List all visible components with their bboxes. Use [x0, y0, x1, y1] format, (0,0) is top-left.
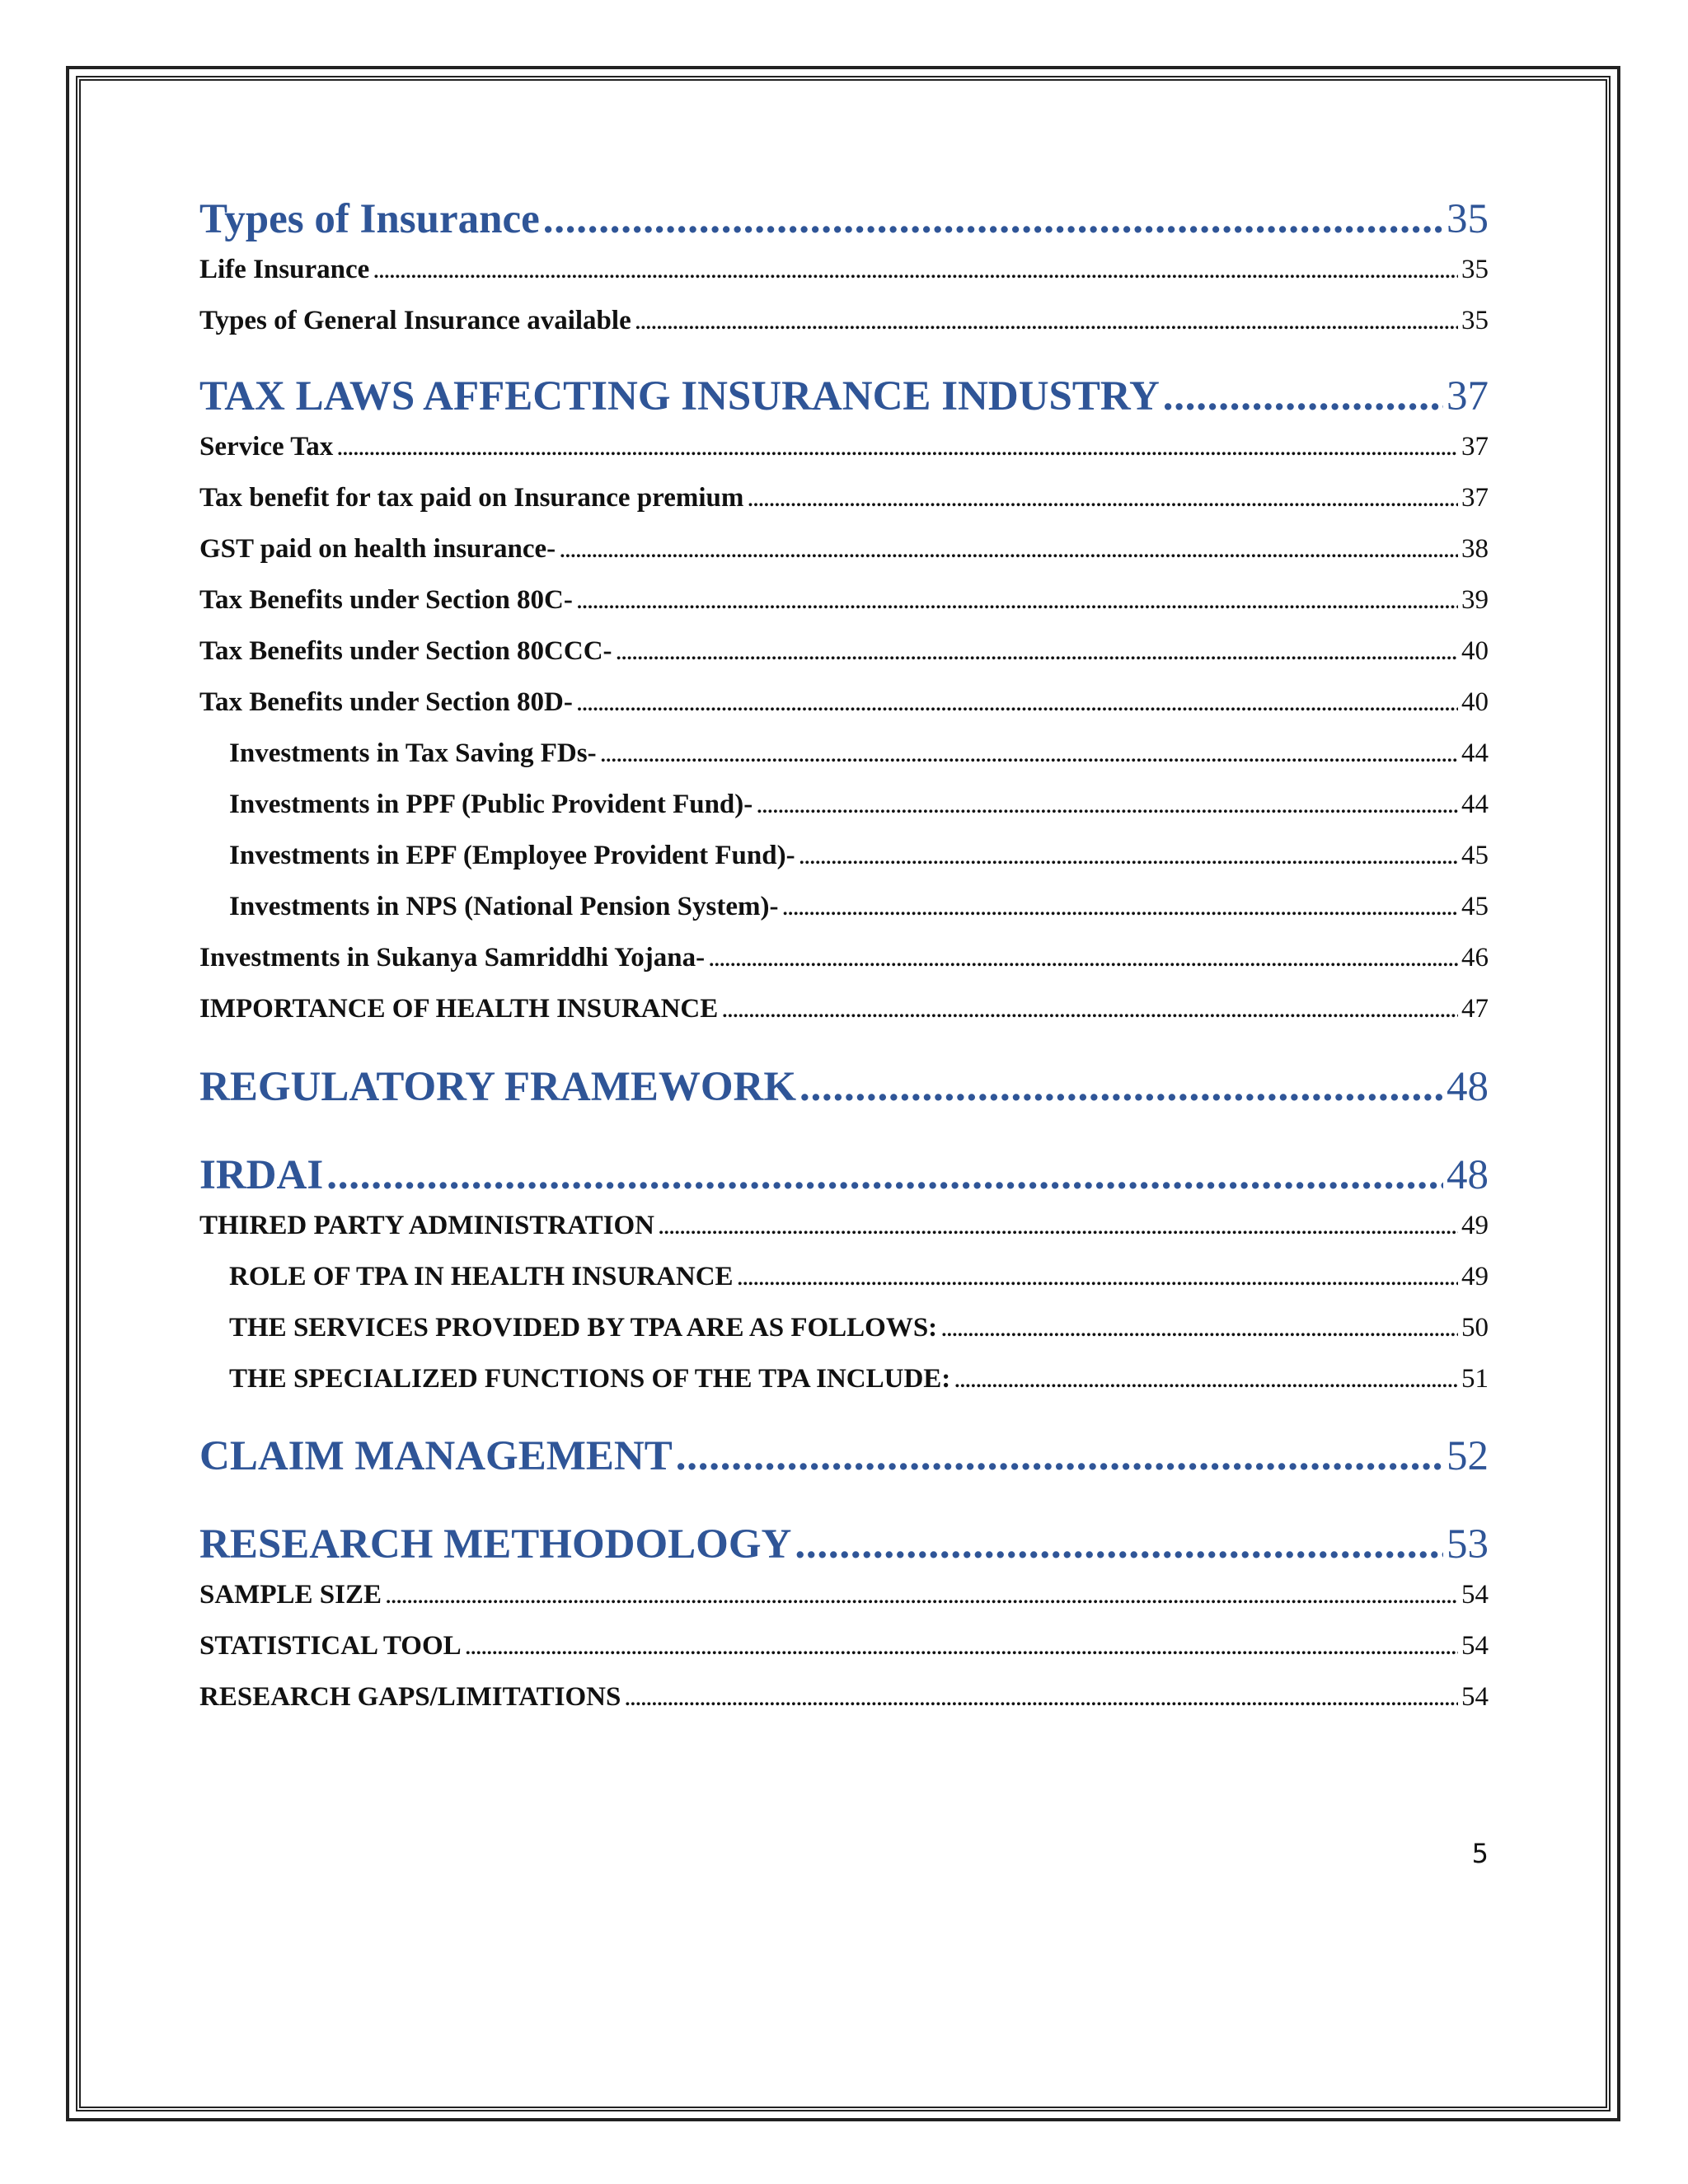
toc-entry-section-80d[interactable]	[199, 687, 1489, 718]
toc-entry-page: 54	[1461, 1682, 1489, 1712]
toc-entry-title: REGULATORY FRAMEWORK	[199, 1064, 797, 1110]
toc-entry-third-party-admin[interactable]	[199, 1211, 1489, 1241]
toc-entry-tax-saving-fds[interactable]	[229, 738, 1489, 769]
dot-leader	[559, 534, 1458, 565]
toc-entry-page: 40	[1461, 636, 1489, 666]
toc-entry-title: Investments in PPF (Public Provident Fund)-	[229, 790, 753, 819]
toc-entry-page: 38	[1461, 534, 1489, 564]
toc-entry-title: IMPORTANCE OF HEALTH INSURANCE	[199, 994, 719, 1024]
toc-entry-page: 46	[1461, 943, 1489, 972]
toc-entry-section-80ccc[interactable]	[199, 636, 1489, 667]
dot-leader	[795, 1521, 1443, 1568]
toc-entry-title: Types of General Insurance available	[199, 306, 631, 335]
dot-leader	[940, 1313, 1458, 1343]
toc-entry-title: Types of Insurance	[199, 196, 540, 242]
toc-entry-title: Tax benefit for tax paid on Insurance premium	[199, 483, 744, 513]
toc-entry-page: 49	[1461, 1262, 1489, 1291]
toc-entry-research-gaps[interactable]	[199, 1682, 1489, 1713]
toc-entry-regulatory-framework[interactable]	[199, 1063, 1489, 1111]
toc-entry-page: 44	[1461, 738, 1489, 768]
dot-leader	[799, 841, 1458, 871]
dot-leader	[721, 994, 1458, 1024]
toc-entry-sukanya[interactable]	[199, 943, 1489, 973]
dot-leader	[576, 687, 1458, 718]
toc-entry-title: RESEARCH METHODOLOGY	[199, 1521, 792, 1568]
toc-entry-page: 44	[1461, 790, 1489, 819]
toc-entry-page: 48	[1447, 1152, 1489, 1198]
toc-entry-page: 49	[1461, 1211, 1489, 1240]
toc-entry-page: 52	[1447, 1433, 1489, 1479]
toc-entry-page: 48	[1447, 1064, 1489, 1110]
toc-entry-life-insurance[interactable]	[199, 255, 1489, 285]
toc-entry-page: 37	[1461, 483, 1489, 513]
toc-entry-epf[interactable]	[229, 841, 1489, 871]
dot-leader	[616, 636, 1458, 667]
dot-leader	[385, 1580, 1458, 1610]
toc-entry-research-methodology[interactable]	[199, 1521, 1489, 1568]
toc-entry-page: 53	[1447, 1521, 1489, 1568]
toc-entry-title: RESEARCH GAPS/LIMITATIONS	[199, 1682, 621, 1712]
toc-entry-title: Tax Benefits under Section 80CCC-	[199, 636, 612, 666]
toc-entry-ppf[interactable]	[229, 790, 1489, 820]
toc-entry-general-insurance-types[interactable]	[199, 306, 1489, 336]
dot-leader	[543, 195, 1443, 243]
toc-entry-page: 45	[1461, 841, 1489, 870]
toc-entry-page: 37	[1447, 373, 1489, 419]
toc-entry-gst-health[interactable]	[199, 534, 1489, 565]
toc-entry-page: 37	[1461, 432, 1489, 462]
dot-leader	[747, 483, 1458, 513]
toc-entry-role-of-tpa[interactable]	[229, 1262, 1489, 1292]
toc-entry-page: 35	[1461, 306, 1489, 335]
toc-entry-title: SAMPLE SIZE	[199, 1580, 382, 1610]
toc-entry-title: THE SPECIALIZED FUNCTIONS OF THE TPA INCLUDE:	[229, 1364, 951, 1394]
dot-leader	[373, 255, 1458, 285]
dot-leader	[781, 892, 1458, 922]
toc-entry-title: Service Tax	[199, 432, 334, 462]
toc-entry-irdai[interactable]	[199, 1151, 1489, 1199]
toc-entry-tax-laws[interactable]	[199, 373, 1489, 420]
dot-leader	[737, 1262, 1458, 1292]
dot-leader	[658, 1211, 1458, 1241]
toc-entry-title: THIRED PARTY ADMINISTRATION	[199, 1211, 654, 1240]
toc-entry-tax-benefit-premium[interactable]	[199, 483, 1489, 513]
toc-entry-nps[interactable]	[229, 892, 1489, 922]
toc-entry-page: 51	[1461, 1364, 1489, 1394]
toc-entry-page: 40	[1461, 687, 1489, 717]
toc-entry-page: 47	[1461, 994, 1489, 1024]
toc-entry-title: Tax Benefits under Section 80D-	[199, 687, 573, 717]
toc-entry-page: 35	[1447, 196, 1489, 242]
toc-entry-service-tax[interactable]	[199, 432, 1489, 462]
toc-entry-importance-health[interactable]	[199, 994, 1489, 1024]
toc-entry-page: 54	[1461, 1580, 1489, 1610]
dot-leader	[336, 432, 1458, 462]
dot-leader	[624, 1682, 1458, 1713]
toc-entry-title: CLAIM MANAGEMENT	[199, 1433, 673, 1479]
toc-entry-section-80c[interactable]	[199, 585, 1489, 616]
toc-entry-page: 50	[1461, 1313, 1489, 1343]
toc-entry-title: IRDAI	[199, 1152, 324, 1198]
toc-entry-page: 39	[1461, 585, 1489, 615]
dot-leader	[676, 1432, 1443, 1480]
toc-entry-page: 35	[1461, 255, 1489, 284]
toc-entry-tpa-functions[interactable]	[229, 1364, 1489, 1394]
dot-leader	[799, 1063, 1443, 1111]
page-number: 5	[1471, 1838, 1489, 1869]
toc-entry-statistical-tool[interactable]	[199, 1631, 1489, 1661]
toc-entry-title: ROLE OF TPA IN HEALTH INSURANCE	[229, 1262, 734, 1291]
toc-entry-title: Investments in NPS (National Pension System)-	[229, 892, 779, 921]
dot-leader	[756, 790, 1458, 820]
toc-entry-page: 54	[1461, 1631, 1489, 1661]
toc-entry-page: 45	[1461, 892, 1489, 921]
toc-entry-tpa-services[interactable]	[229, 1313, 1489, 1343]
dot-leader	[635, 306, 1458, 336]
dot-leader	[326, 1151, 1443, 1199]
toc-entry-title: STATISTICAL TOOL	[199, 1631, 462, 1661]
dot-leader	[465, 1631, 1458, 1661]
toc-entry-title: Life Insurance	[199, 255, 370, 284]
dot-leader	[600, 738, 1458, 769]
toc-entry-title: Investments in EPF (Employee Provident Fund)-	[229, 841, 795, 870]
toc-entry-title: GST paid on health insurance-	[199, 534, 556, 564]
toc-entry-title: Tax Benefits under Section 80C-	[199, 585, 573, 615]
toc-entry-title: THE SERVICES PROVIDED BY TPA ARE AS FOLLOWS:	[229, 1313, 938, 1343]
toc-entry-types-of-insurance[interactable]	[199, 195, 1489, 243]
dot-leader	[954, 1364, 1458, 1394]
toc-entry-title: TAX LAWS AFFECTING INSURANCE INDUSTRY	[199, 373, 1160, 419]
toc-entry-title: Investments in Tax Saving FDs-	[229, 738, 597, 768]
dot-leader	[576, 585, 1458, 616]
toc-entry-claim-management[interactable]	[199, 1432, 1489, 1480]
toc-entry-title: Investments in Sukanya Samriddhi Yojana-	[199, 943, 706, 972]
dot-leader	[1163, 373, 1443, 420]
dot-leader	[708, 943, 1458, 973]
toc-entry-sample-size[interactable]	[199, 1580, 1489, 1610]
